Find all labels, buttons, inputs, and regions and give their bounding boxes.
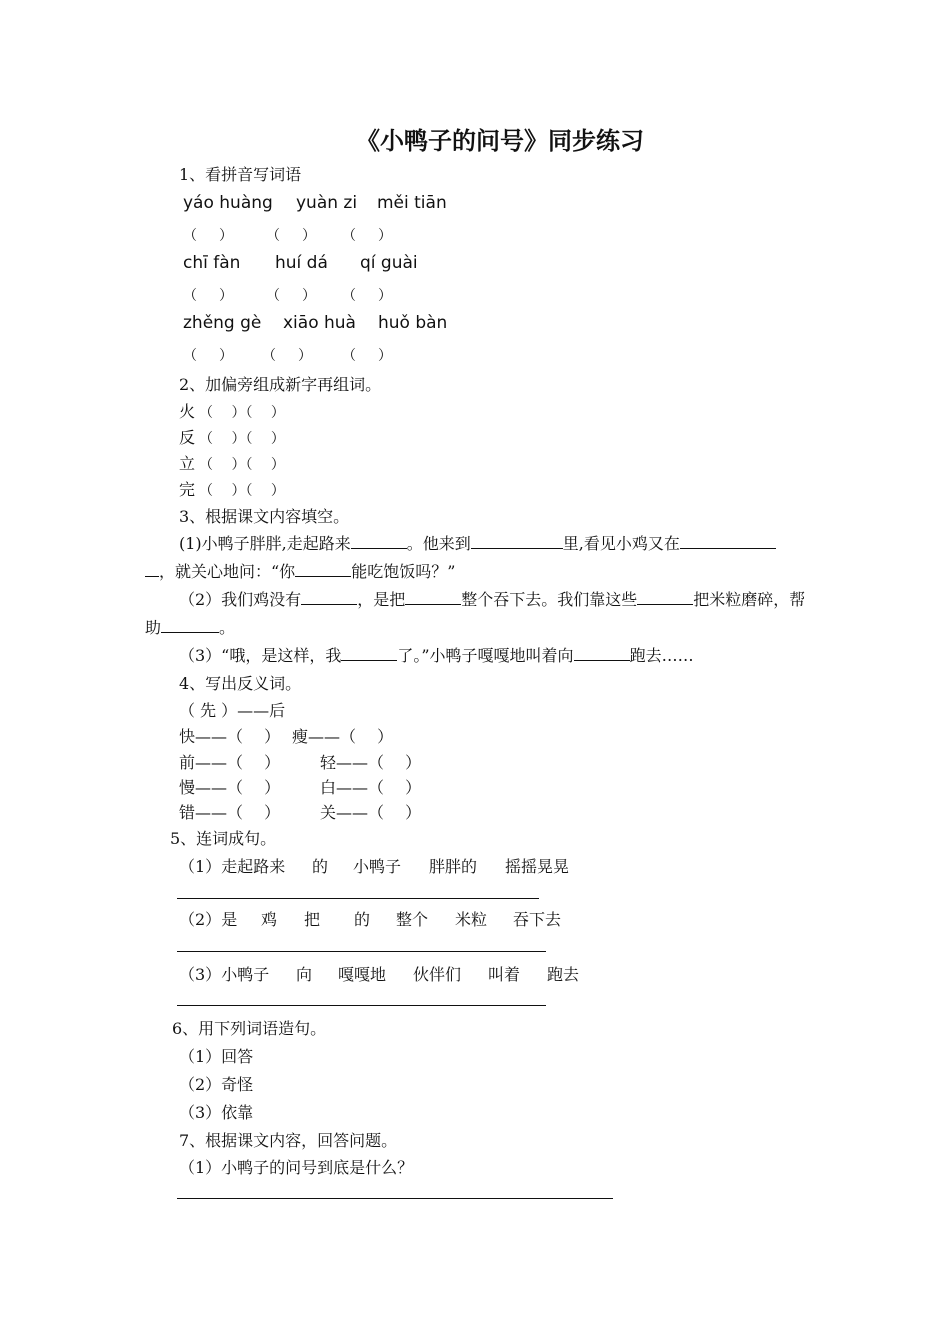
answer-box-1-1[interactable]: （ ）	[183, 228, 233, 244]
pinyin-huo-ban: huǒ bàn	[378, 313, 448, 333]
fill-blank[interactable]	[574, 646, 630, 661]
q2-heading: 2、加偏旁组成新字再组词。	[179, 375, 382, 394]
fill-blank[interactable]	[405, 590, 461, 605]
answer-line[interactable]	[177, 951, 546, 952]
word-chip: 整个	[396, 910, 429, 929]
word-chip: 鸡	[261, 910, 278, 929]
antonym-example: （ 先 ）——后	[179, 701, 286, 720]
q3-sentence-2-line-1: （2）我们鸡没有 ，是把 整个吞下去。我们靠这些 把米粒磨碎，帮	[179, 590, 806, 609]
q6-item-1: （1）回答	[179, 1047, 254, 1066]
word-chip: 向	[296, 965, 313, 984]
word-chip: 胖胖的	[429, 857, 478, 876]
fill-blank[interactable]	[341, 646, 397, 661]
antonym-item[interactable]: 错——（ ）	[179, 803, 281, 822]
q7-item-1: （1）小鸭子的问号到底是什么？	[179, 1158, 414, 1177]
pinyin-hui-da: huí dá	[275, 253, 328, 273]
q3-sentence-1-line-2: ，就关心地问：“你 能吃饱饭吗？”	[145, 559, 455, 582]
q3-sentence-1-line-1: (1)小鸭子胖胖,走起路来 。他来到 里,看见小鸡又在	[179, 531, 776, 554]
antonym-item[interactable]: 关——（ ）	[320, 803, 422, 822]
fill-blank[interactable]	[161, 618, 219, 633]
pinyin-chi-fan: chī fàn	[183, 253, 241, 273]
answer-box-3-1[interactable]: （ ）	[183, 348, 233, 364]
word-chip: 把	[304, 910, 321, 929]
answer-box-2-1[interactable]: （ ）	[183, 288, 233, 304]
antonym-item[interactable]: 瘦——（ ）	[292, 727, 394, 746]
word-chip: 小鸭子	[353, 857, 402, 876]
pinyin-zheng-ge: zhěng gè	[183, 313, 262, 333]
pinyin-qi-guai: qí guài	[360, 253, 418, 273]
q3-sentence-2-line-2: 助 。	[145, 618, 236, 637]
word-chip: 吞下去	[513, 910, 562, 929]
q5-item-1: （1）走起路来	[179, 857, 286, 876]
fill-blank[interactable]	[680, 534, 776, 549]
radical-row-3[interactable]: 立 （ ）（ ）	[179, 454, 285, 473]
word-chip: 米粒	[455, 910, 488, 929]
q5-item-2: （2）是	[179, 910, 238, 929]
answer-box-2-3[interactable]: （ ）	[342, 288, 392, 304]
q7-heading: 7、根据课文内容，回答问题。	[179, 1131, 398, 1150]
pinyin-mei-tian: měi tiān	[377, 193, 447, 213]
radical-row-1[interactable]: 火 （ ）（ ）	[179, 402, 285, 421]
word-chip: 嘎嘎地	[338, 965, 387, 984]
q1-heading: 1、看拼音写词语	[179, 165, 302, 184]
fill-blank[interactable]	[351, 534, 407, 549]
fill-blank[interactable]	[637, 590, 693, 605]
fill-blank[interactable]	[301, 590, 357, 605]
q3-heading: 3、根据课文内容填空。	[179, 507, 350, 526]
answer-box-3-2[interactable]: （ ）	[262, 348, 312, 364]
fill-blank[interactable]	[295, 562, 351, 577]
pinyin-yao-huang: yáo huàng	[183, 193, 273, 213]
radical-row-4[interactable]: 完 （ ）（ ）	[179, 480, 285, 499]
fill-blank[interactable]	[145, 562, 159, 577]
antonym-item[interactable]: 快——（ ）	[179, 727, 281, 746]
answer-line[interactable]	[177, 1005, 546, 1006]
pinyin-xiao-hua: xiāo huà	[283, 313, 356, 333]
word-chip: 的	[312, 857, 329, 876]
word-chip: 跑去	[547, 965, 580, 984]
answer-box-1-2[interactable]: （ ）	[266, 228, 316, 244]
q5-item-3: （3）小鸭子	[179, 965, 270, 984]
q6-heading: 6、用下列词语造句。	[172, 1019, 327, 1038]
antonym-item[interactable]: 前——（ ）	[179, 753, 281, 772]
antonym-item[interactable]: 白——（ ）	[320, 778, 422, 797]
antonym-item[interactable]: 轻——（ ）	[320, 753, 422, 772]
answer-line[interactable]	[177, 898, 539, 899]
q4-heading: 4、写出反义词。	[179, 674, 302, 693]
word-chip: 的	[354, 910, 371, 929]
answer-box-1-3[interactable]: （ ）	[342, 228, 392, 244]
word-chip: 叫着	[488, 965, 521, 984]
answer-box-2-2[interactable]: （ ）	[266, 288, 316, 304]
q6-item-3: （3）依靠	[179, 1103, 254, 1122]
antonym-item[interactable]: 慢——（ ）	[179, 778, 281, 797]
word-chip: 伙伴们	[413, 965, 462, 984]
page-title: 《小鸭子的问号》同步练习	[356, 127, 644, 155]
q6-item-2: （2）奇怪	[179, 1075, 254, 1094]
word-chip: 摇摇晃晃	[505, 857, 570, 876]
answer-line[interactable]	[177, 1198, 613, 1199]
q3-sentence-3: （3）“哦，是这样，我 了。”小鸭子嘎嘎地叫着向 跑去……	[179, 646, 694, 665]
q5-heading: 5、连词成句。	[170, 829, 277, 848]
radical-row-2[interactable]: 反 （ ）（ ）	[179, 428, 285, 447]
answer-box-3-3[interactable]: （ ）	[342, 348, 392, 364]
pinyin-yuan-zi: yuàn zi	[296, 193, 358, 213]
fill-blank[interactable]	[471, 534, 563, 549]
